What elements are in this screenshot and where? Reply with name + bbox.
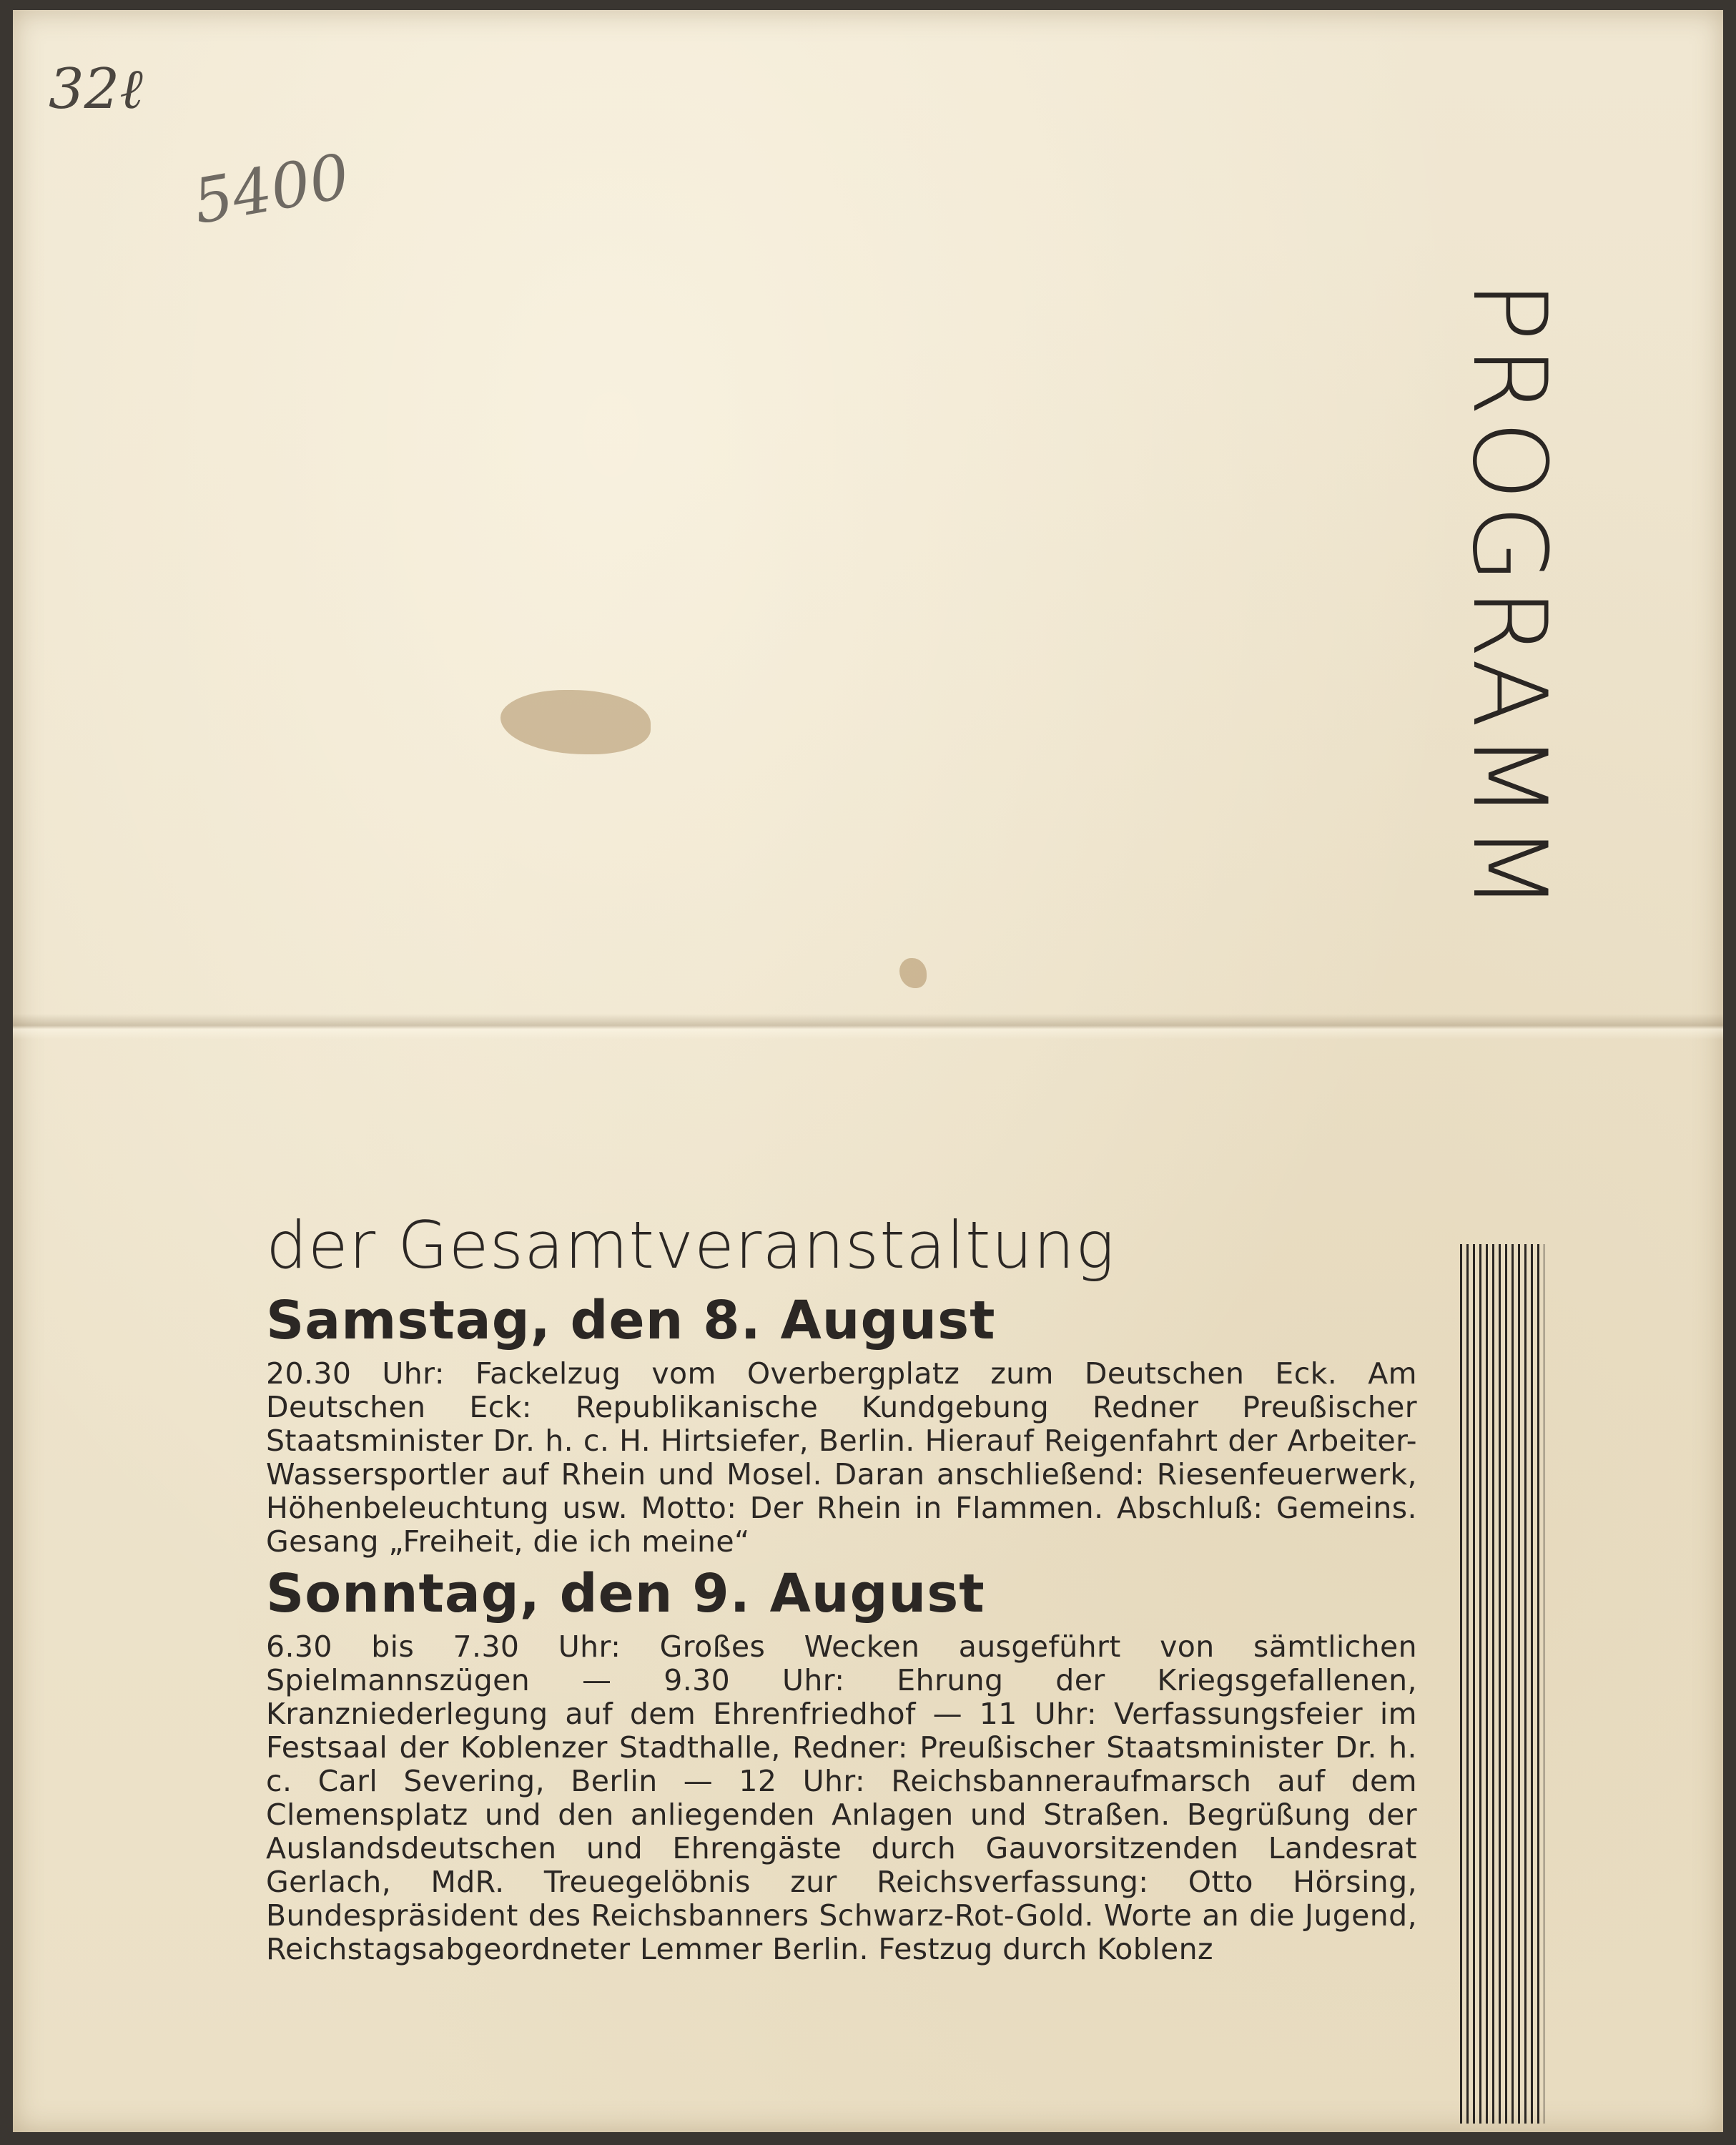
handwritten-note: 32ℓ bbox=[49, 57, 143, 122]
sunday-schedule-text: 6.30 bis 7.30 Uhr: Großes Wecken ausgeführt von sämtlichen Spielmannszügen — 9.30 Uhr: Ehrung der Kriegsgefallenen, Kranzniederlegung auf dem Ehrenfriedhof — 11 Uhr: Verfassungsfeier im Festsaal der Koblenzer Stadthalle, Redner: Preußischer Staatsminister Dr. h. c. Carl Severing, Berlin — 12 Uhr: Reichsbanneraufmarsch auf dem Clemensplatz und den anliegenden Anlagen und Straßen. Begrüßung der Auslandsdeutschen und Ehrengäste durch Gauvorsitzenden Landesrat Gerlach, MdR. Treuegelöbnis zur Reichsverfassung: Otto Hörsing, Bundespräsident des Reichsbanners Schwarz-Rot-Gold. Worte an die Jugend, Reichstagsabgeordneter Lemmer Berlin. Festzug durch Koblenz bbox=[266, 1629, 1417, 1966]
handwritten-note: 5400 bbox=[187, 140, 355, 239]
program-title: der Gesamtveranstaltung bbox=[266, 1208, 1115, 1283]
decorative-line-bars bbox=[1460, 1244, 1544, 2124]
saturday-schedule-text: 20.30 Uhr: Fackelzug vom Overbergplatz zum Deutschen Eck. Am Deutschen Eck: Republikanische Kundgebung Redner Preußischer Staatsminister Dr. h. c. H. Hirtsiefer, Berlin. Hierauf Reigenfahrt der Arbeiter-Wassersportler auf Rhein und Mosel. Daran anschließend: Riesenfeuerwerk, Höhenbeleuchtung usw. Motto: Der Rhein in Flammen. Abschluß: Gemeins. Gesang „Freiheit, die ich meine“ bbox=[266, 1356, 1417, 1559]
program-vertical-heading: PROGRAMM bbox=[1450, 280, 1568, 917]
day-heading-sunday: Sonntag, den 9. August bbox=[266, 1563, 985, 1624]
program-content bbox=[266, 1207, 1417, 1966]
day-heading-saturday: Samstag, den 8. August bbox=[266, 1290, 996, 1351]
